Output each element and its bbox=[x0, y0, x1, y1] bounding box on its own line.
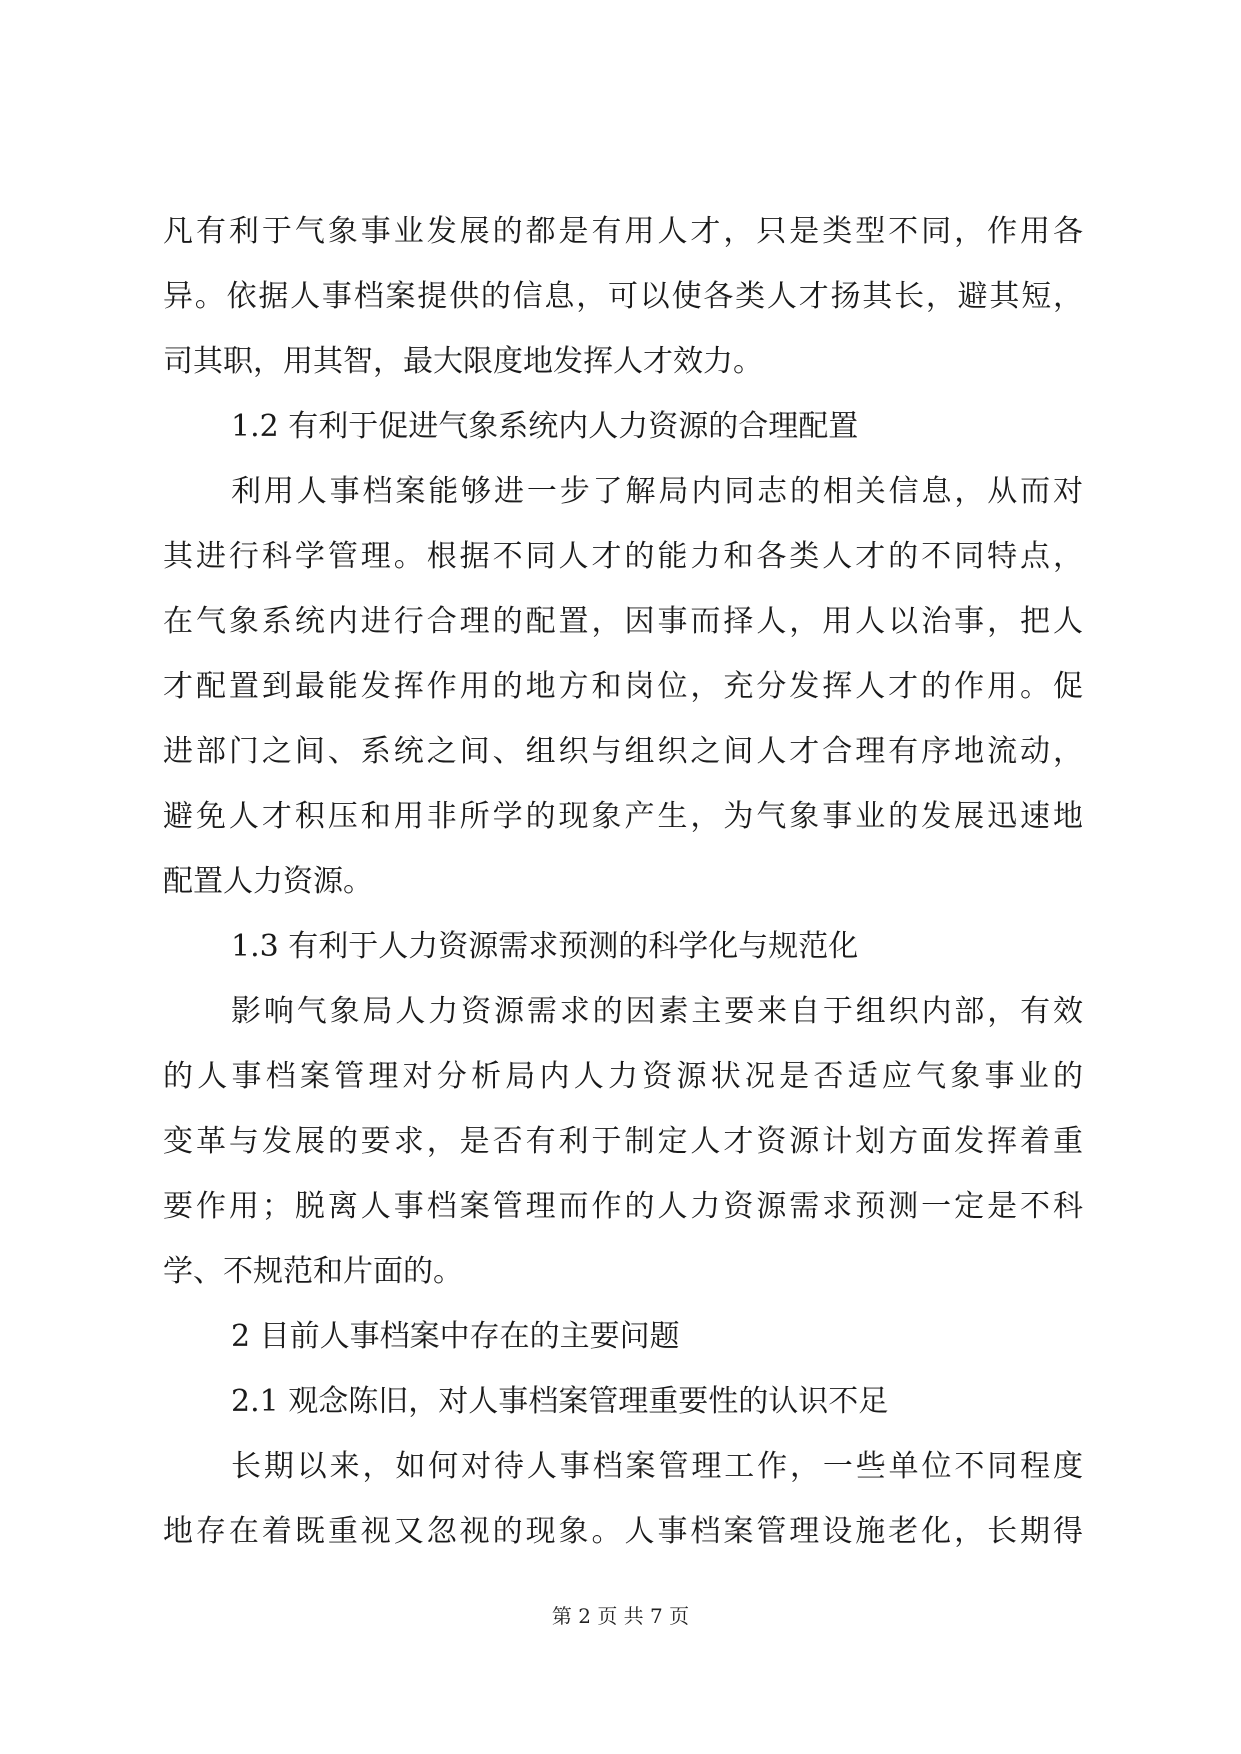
paragraph-line: 其进行科学管理。根据不同人才的能力和各类人才的不同特点， bbox=[163, 539, 1083, 574]
paragraph-line: 变革与发展的要求，是否有利于制定人才资源计划方面发挥着重 bbox=[163, 1124, 1083, 1159]
paragraph-line: 影响气象局人力资源需求的因素主要来自于组织内部，有效 bbox=[231, 994, 1083, 1029]
paragraph-line: 配置人力资源。 bbox=[163, 864, 373, 899]
paragraph-line: 司其职，用其智，最大限度地发挥人才效力。 bbox=[163, 344, 763, 379]
paragraph-line: 避免人才积压和用非所学的现象产生，为气象事业的发展迅速地 bbox=[163, 799, 1083, 834]
paragraph-line: 地存在着既重视又忽视的现象。人事档案管理设施老化，长期得 bbox=[163, 1514, 1083, 1549]
paragraph-line: 在气象系统内进行合理的配置，因事而择人，用人以治事，把人 bbox=[163, 604, 1083, 639]
paragraph-line: 长期以来，如何对待人事档案管理工作，一些单位不同程度 bbox=[231, 1449, 1083, 1484]
section-heading: 2.1 观念陈旧，对人事档案管理重要性的认识不足 bbox=[231, 1384, 889, 1419]
paragraph-line: 的人事档案管理对分析局内人力资源状况是否适应气象事业的 bbox=[163, 1059, 1083, 1094]
paragraph-line: 凡有利于气象事业发展的都是有用人才，只是类型不同，作用各 bbox=[163, 214, 1083, 249]
paragraph-line: 学、不规范和片面的。 bbox=[163, 1254, 463, 1289]
paragraph-line: 利用人事档案能够进一步了解局内同志的相关信息，从而对 bbox=[231, 474, 1083, 509]
paragraph-line: 进部门之间、系统之间、组织与组织之间人才合理有序地流动， bbox=[163, 734, 1083, 769]
paragraph-line: 异。依据人事档案提供的信息，可以使各类人才扬其长，避其短， bbox=[163, 279, 1083, 314]
page-footer: 第 2 页 共 7 页 bbox=[551, 1604, 690, 1628]
section-heading: 1.2 有利于促进气象系统内人力资源的合理配置 bbox=[231, 409, 859, 444]
paragraph-line: 才配置到最能发挥作用的地方和岗位，充分发挥人才的作用。促 bbox=[163, 669, 1083, 704]
section-heading: 1.3 有利于人力资源需求预测的科学化与规范化 bbox=[231, 929, 859, 964]
paragraph-line: 要作用；脱离人事档案管理而作的人力资源需求预测一定是不科 bbox=[163, 1189, 1083, 1224]
section-heading: 2 目前人事档案中存在的主要问题 bbox=[231, 1319, 680, 1354]
